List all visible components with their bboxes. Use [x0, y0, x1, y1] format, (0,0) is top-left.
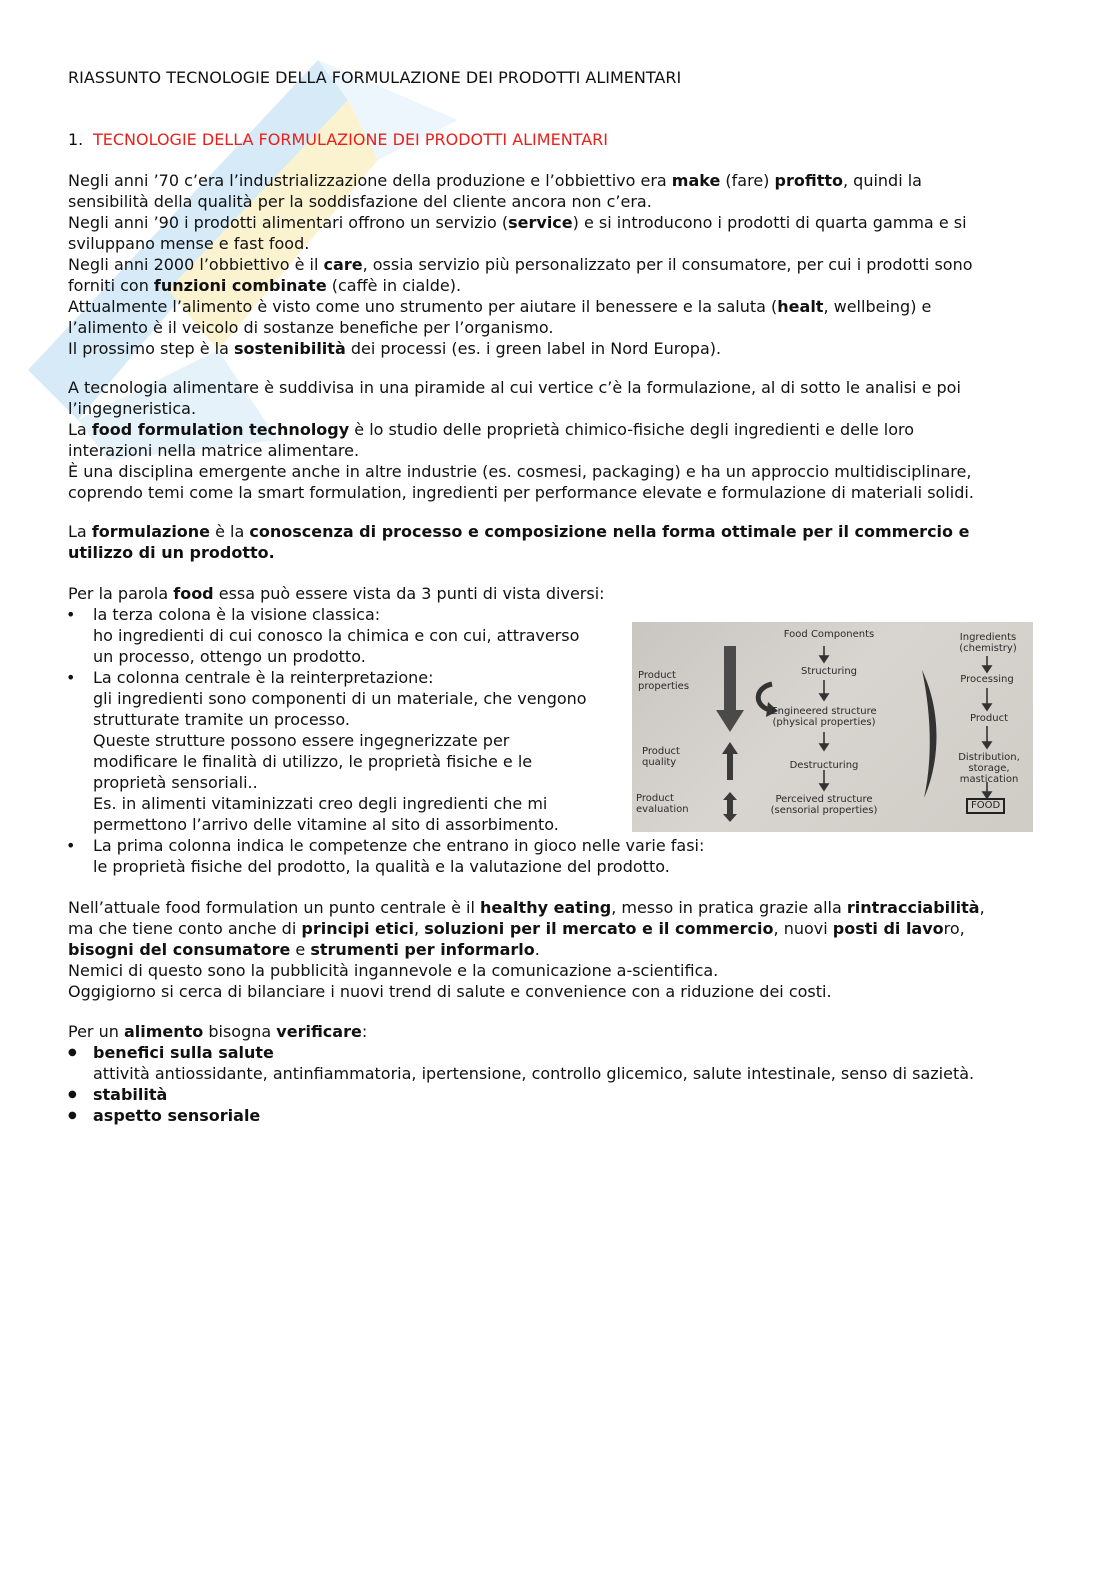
p3-line2: forniti con funzioni combinate (caffè in cialde).	[68, 276, 462, 295]
section-number: 1.	[68, 130, 84, 149]
verify-section	[68, 1021, 1048, 1126]
p5-line1: Il prossimo step è la sostenibilità dei processi (es. i green label in Nord Europa).	[68, 339, 722, 358]
p12-line: Nemici di questo sono la pubblicità ingannevole e la comunicazione a-scientifica.	[68, 961, 719, 980]
down-arrow-icon	[716, 646, 744, 732]
p13-line: Oggigiorno si cerca di bilanciare i nuovi trend di salute e convenience con a riduzione dei costi.	[68, 982, 832, 1001]
section-title: TECNOLOGIE DELLA FORMULAZIONE DEI PRODOTTI ALIMENTARI	[93, 130, 608, 149]
p6-line1: A tecnologia alimentare è suddivisa in una piramide al cui vertice c’è la formulazione, al di sotto le analisi e poi	[68, 378, 961, 397]
double-arrow-icon	[723, 792, 737, 822]
p6-line2: l’ingegneristica.	[68, 399, 197, 418]
food-formulation-diagram	[632, 622, 1033, 832]
p1-line2: sensibilità della qualità per la soddisfazione del cliente ancora non c’era.	[68, 192, 652, 211]
p4-line1: Attualmente l’alimento è visto come uno strumento per aiutare il benessere e la saluta (healt, wellbeing) e	[68, 297, 932, 316]
list-item: • La colonna centrale è la reinterpretazione: gli ingredienti sono componenti di un materiale, che vengono strutturate tramite un processo. Queste strutture possono essere ingegnerizzate per modificare le finalità di utilizzo, le proprietà fisiche e le proprietà sensoriali.. Es. in alimenti vitaminizzati creo degli ingredienti che mi permettono l’arrivo delle vitamine al sito di assorbimento.	[68, 667, 1048, 835]
p9-line2: utilizzo di un prodotto.	[68, 543, 275, 562]
list-item: ● aspetto sensoriale	[68, 1105, 1048, 1126]
p11-line1: Nell’attuale food formulation un punto centrale è il healthy eating, messo in pratica grazie alla rintracciabilità,	[68, 898, 985, 917]
p14-line: Per un alimento bisogna verificare:	[68, 1022, 368, 1041]
label-food-box: FOOD	[966, 798, 1005, 814]
list-item: ● benefici sulla salute attività antiossidante, antinfiammatoria, ipertensione, controllo glicemico, salute intestinale, senso di sazietà.	[68, 1042, 1048, 1084]
document-title: RIASSUNTO TECNOLOGIE DELLA FORMULAZIONE DEI PRODOTTI ALIMENTARI	[68, 68, 682, 87]
label-product-quality: Product quality	[642, 746, 680, 768]
p11-line3: bisogni del consumatore e strumenti per informarlo.	[68, 940, 540, 959]
p8-line2: coprendo temi come la smart formulation, ingredienti per performance elevate e formulazione di materiali solidi.	[68, 483, 974, 502]
p11-line2: ma che tiene conto anche di principi etici, soluzioni per il mercato e il commercio, nuovi posti di lavoro,	[68, 919, 965, 938]
p9-line1: La formulazione è la conoscenza di processo e composizione nella forma ottimale per il commercio e	[68, 522, 970, 541]
label-processing: Processing	[960, 674, 1014, 685]
technology-paragraphs	[68, 377, 1048, 503]
p2-line1: Negli anni ’90 i prodotti alimentari offrono un servizio (service) e si introducono i prodotti di quarta gamma e si	[68, 213, 967, 232]
definition-paragraph	[68, 521, 1048, 563]
feather-arrow-icon	[922, 670, 937, 798]
p2-line2: sviluppano mense e fast food.	[68, 234, 310, 253]
label-product-evaluation: Product evaluation	[636, 793, 689, 815]
list-item: • la terza colona è la visione classica: ho ingredienti di cui conosco la chimica e con cui, attraverso un processo, ottengo un prodotto.	[68, 604, 1048, 667]
label-ingredients: Ingredients (chemistry)	[959, 632, 1017, 654]
list-item: • La prima colonna indica le competenze che entrano in gioco nelle varie fasi: le proprietà fisiche del prodotto, la qualità e la valutazione del prodotto.	[68, 835, 1048, 877]
label-destructuring: Destructuring	[789, 760, 859, 771]
list-item: ● stabilità	[68, 1084, 1048, 1105]
label-food-components: Food Components	[783, 629, 875, 640]
p10-line: Per la parola food essa può essere vista da 3 punti di vista diversi:	[68, 584, 605, 603]
p3-line1: Negli anni 2000 l’obbiettivo è il care, ossia servizio più personalizzato per il consumatore, per cui i prodotti sono	[68, 255, 973, 274]
healthy-eating-paragraphs	[68, 897, 1048, 1002]
label-structuring: Structuring	[800, 666, 858, 677]
label-distribution: Distribution, storage, mastication	[958, 752, 1020, 785]
up-arrow-icon	[722, 742, 738, 780]
label-engineered-structure: Engineered structure (physical properties)	[771, 706, 877, 728]
label-product: Product	[970, 713, 1008, 724]
p7-line1: La food formulation technology è lo studio delle proprietà chimico-fisiche degli ingredienti e delle loro	[68, 420, 915, 439]
p7-line2: interazioni nella matrice alimentare.	[68, 441, 360, 460]
p4-line2: l’alimento è il veicolo di sostanze benefiche per l’organismo.	[68, 318, 554, 337]
p8-line1: È una disciplina emergente anche in altre industrie (es. cosmesi, packaging) e ha un approccio multidisciplinare,	[68, 462, 972, 481]
section-heading	[68, 129, 608, 150]
verify-list	[68, 1042, 1048, 1126]
label-perceived-structure: Perceived structure (sensorial properties)	[770, 794, 878, 816]
label-product-properties: Product properties	[638, 670, 690, 692]
p1-line1: Negli anni ’70 c’era l’industrializzazione della produzione e l’obbiettivo era make (fare) profitto, quindi la	[68, 171, 922, 190]
history-paragraphs	[68, 170, 1048, 359]
